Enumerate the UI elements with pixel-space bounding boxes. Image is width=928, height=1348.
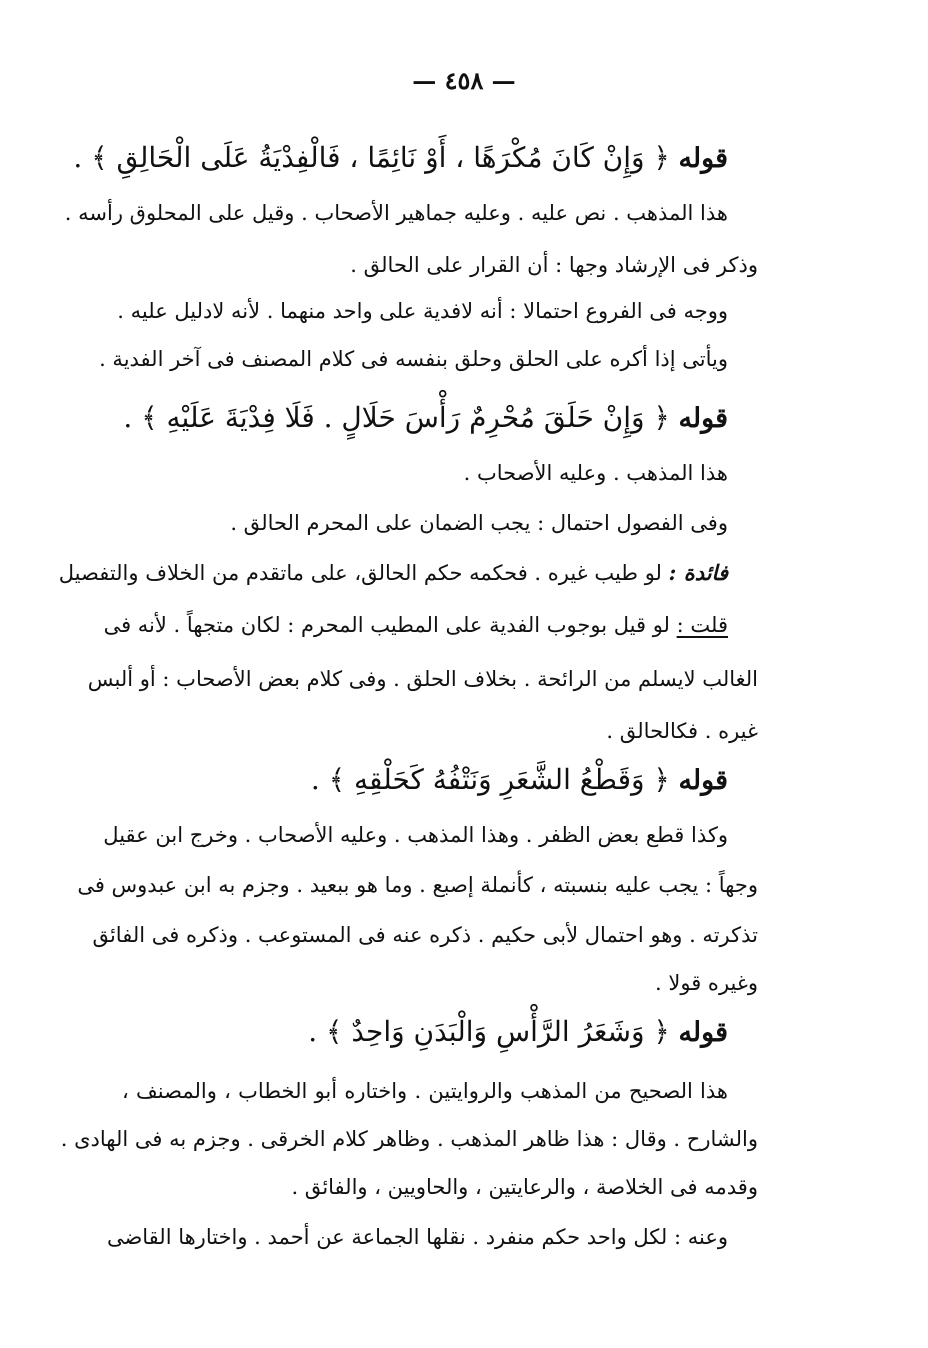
benefit-label: فائدة : [668, 560, 728, 585]
text-line: وفى الفصول احتمال : يجب الضمان على المحرم الحالق . [230, 511, 728, 535]
benefit-text: لو طيب غيره . فحكمه حكم الحالق، على ماتقدم من الخلاف والتفصيل [58, 561, 662, 585]
text-line: تذكرته . وهو احتمال لأبى حكيم . ذكره عنه فى المستوعب . وذكره فى الفائق [92, 923, 758, 947]
note-label: قلت : [676, 613, 728, 637]
text-line: وذكر فى الإرشاد وجها : أن القرار على الحالق . [350, 253, 758, 277]
heading-keyword: قوله [678, 765, 728, 796]
heading-quote: ﴿ وَإِنْ حَلَقَ مُحْرِمٌ رَأْسَ حَلَالٍ . فَلَا فِدْيَةَ عَلَيْهِ ﴾ . [123, 401, 670, 434]
text-line: وعنه : لكل واحد حكم منفرد . نقلها الجماعة عن أحمد . واختارها القاضى [106, 1225, 728, 1249]
note-text: لو قيل بوجوب الفدية على المطيب المحرم : لكان متجهاً . لأنه فى [103, 613, 670, 637]
page-number: — ٤٥٨ — [412, 66, 516, 95]
section-heading [122, 1012, 728, 1053]
heading-keyword: قوله [678, 403, 728, 434]
text-line: ويأتى إذا أكره على الحلق وحلق بنفسه فى كلام المصنف فى آخر الفدية . [99, 347, 728, 371]
text-line: وغيره قولا . [655, 971, 758, 995]
section-heading [73, 138, 728, 179]
section-heading [122, 760, 728, 801]
text-line: هذا المذهب . وعليه الأصحاب . [463, 461, 728, 485]
heading-quote: ﴿ وَقَطْعُ الشَّعَرِ وَنَتْفُهُ كَحَلْقِهِ ﴾ . [310, 763, 670, 796]
section-heading [122, 398, 728, 439]
heading-quote: ﴿ وَشَعَرُ الرَّأْسِ وَالْبَدَنِ وَاحِدٌ ﴾ . [308, 1015, 670, 1048]
heading-keyword: قوله [678, 143, 728, 174]
text-line: هذا الصحيح من المذهب والروايتين . واختاره أبو الخطاب ، والمصنف ، [122, 1079, 728, 1103]
text-line: غيره . فكالحالق . [606, 719, 758, 743]
benefit-line [58, 558, 728, 588]
text-line: ووجه فى الفروع احتمالا : أنه لافدية على واحد منهما . لأنه لادليل عليه . [117, 299, 728, 323]
heading-keyword: قوله [678, 1017, 728, 1048]
text-line: وقدمه فى الخلاصة ، والرعايتين ، والحاويين ، والفائق . [291, 1175, 758, 1199]
text-line: الغالب لايسلم من الرائحة . بخلاف الحلق . وفى كلام بعض الأصحاب : أو ألبس [87, 667, 758, 691]
note-line [103, 610, 728, 640]
heading-quote: ﴿ وَإِنْ كَانَ مُكْرَهًا ، أَوْ نَائِمًا ، فَالْفِدْيَةُ عَلَى الْحَالِقِ ﴾ . [73, 141, 670, 174]
text-line: هذا المذهب . نص عليه . وعليه جماهير الأصحاب . وقيل على المحلوق رأسه . [64, 201, 728, 225]
text-line: وجهاً : يجب عليه بنسبته ، كأنملة إصبع . وما هو ببعيد . وجزم به ابن عبدوس فى [77, 873, 758, 897]
text-line: وكذا قطع بعض الظفر . وهذا المذهب . وعليه الأصحاب . وخرج ابن عقيل [103, 823, 728, 847]
text-line: والشارح . وقال : هذا ظاهر المذهب . وظاهر كلام الخرقى . وجزم به فى الهادى . [60, 1127, 758, 1151]
